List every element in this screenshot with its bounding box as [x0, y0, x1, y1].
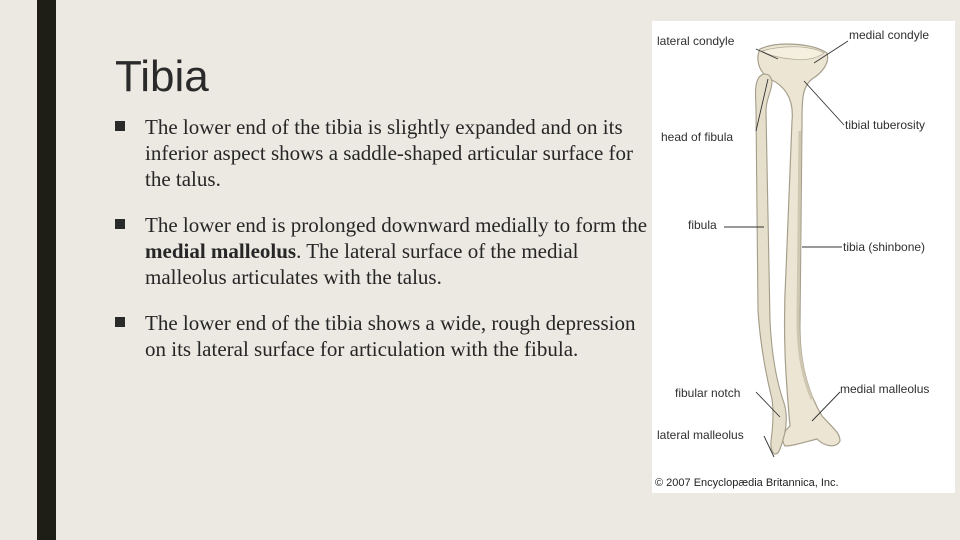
bullet-item	[113, 212, 653, 290]
leader-lines	[724, 41, 848, 457]
square-bullet-icon	[115, 317, 125, 327]
bullet-list	[113, 114, 653, 382]
label-medial-malleolus: medial malleolus	[840, 382, 930, 396]
square-bullet-icon	[115, 121, 125, 131]
label-fibular-notch: fibular notch	[675, 386, 741, 400]
bullet-text: The lower end of the tibia shows a wide, rough depression on its lateral surface for articulation with the fibula.	[145, 311, 636, 361]
label-medial-condyle: medial condyle	[849, 28, 930, 42]
label-tibia: tibia (shinbone)	[843, 240, 926, 254]
label-lateral-condyle: lateral condyle	[657, 34, 735, 48]
bullet-text-bold: medial malleolus	[145, 239, 297, 263]
label-tibial-tuberosity: tibial tuberosity	[845, 118, 926, 132]
bullet-text: The lower end of the tibia is slightly expanded and on its inferior aspect shows a saddle-shaped articular surface for the talus.	[145, 115, 634, 191]
square-bullet-icon	[115, 219, 125, 229]
bullet-text-before: The lower end is prolonged downward medially to form the	[145, 213, 648, 237]
fibula-bone	[756, 74, 787, 454]
tibia-fibula-illustration	[652, 21, 955, 493]
bone-diagram	[652, 21, 955, 493]
bullet-text-after: . The lateral surface of the medial malleolus articulates with the talus.	[145, 239, 579, 289]
label-fibula: fibula	[688, 218, 717, 232]
left-accent-bar	[37, 0, 56, 540]
bullet-item	[113, 310, 653, 362]
figure-copyright: © 2007 Encyclopædia Britannica, Inc.	[655, 477, 839, 489]
bullet-item	[113, 114, 653, 192]
slide-title: Tibia	[115, 52, 209, 101]
label-lateral-malleolus: lateral malleolus	[657, 428, 744, 442]
label-head-of-fibula: head of fibula	[661, 130, 734, 144]
